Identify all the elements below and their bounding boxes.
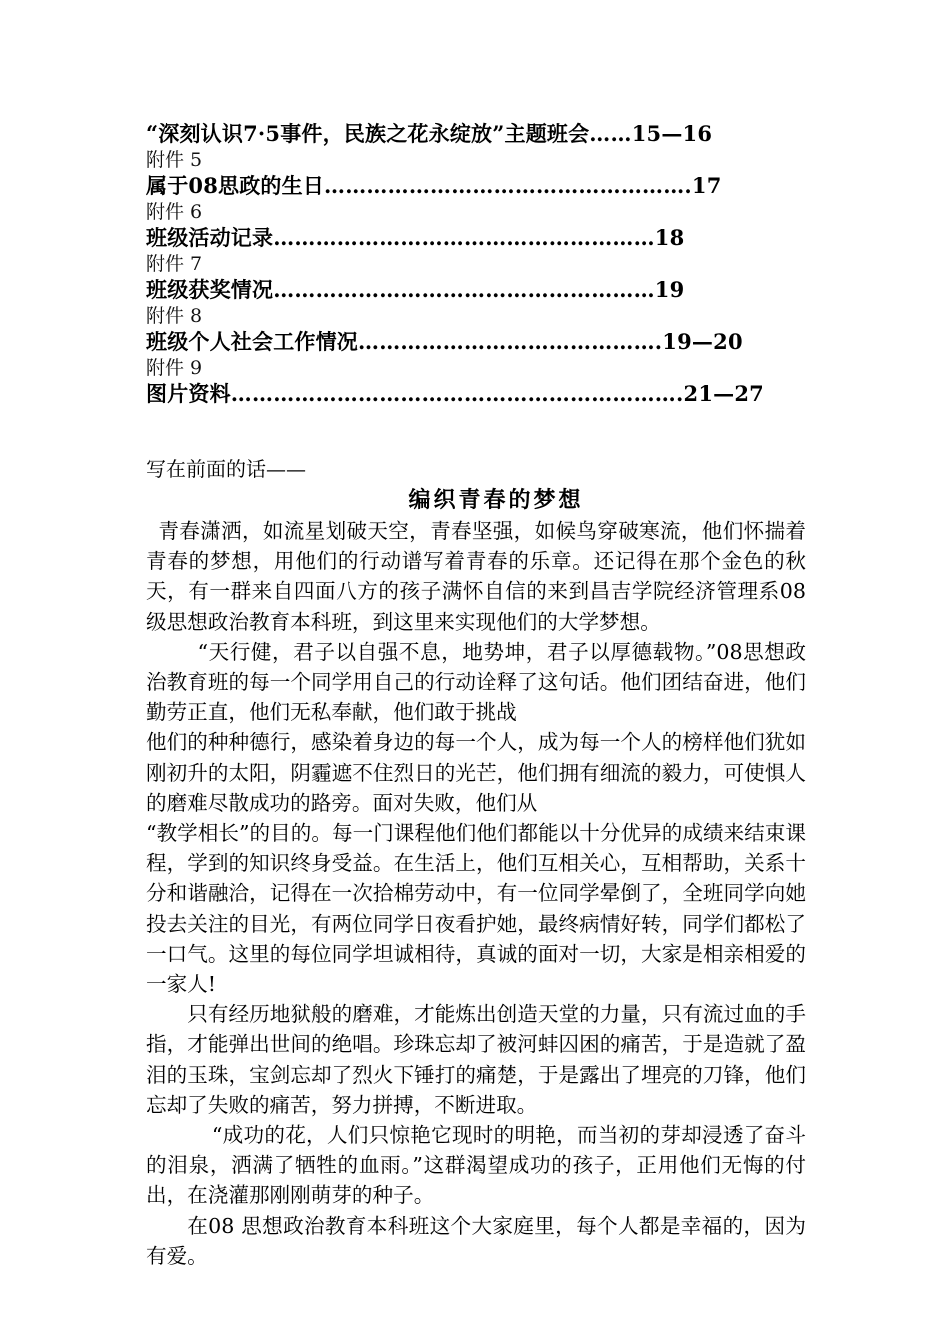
attachment-label: 附件 8 — [146, 305, 203, 327]
article-body — [146, 516, 806, 1271]
body-paragraph: 在08 思想政治教育本科班这个大家庭里，每个人都是幸福的，因为有爱。 — [146, 1213, 806, 1268]
attachment-label: 附件 6 — [146, 201, 203, 223]
toc-entry: 班级获奖情况………………………………………………19 — [146, 277, 685, 302]
toc-entry: 班级个人社会工作情况…………………………………….19—20 — [146, 329, 743, 354]
body-paragraph: “天行健，君子以自强不息，地势坤，君子以厚德载物。”08思想政治教育班的每一个同学用自己的行动诠释了这句话。他们团结奋进，他们勤劳正直，他们无私奉献，他们敢于挑战 — [146, 639, 806, 725]
body-paragraph: 只有经历地狱般的磨难，才能炼出创造天堂的力量，只有流过血的手指，才能弹出世间的绝唱。珍珠忘却了被河蚌囚困的痛苦，于是造就了盈泪的玉珠，宝剑忘却了烈火下锤打的痛楚，于是露出了埋亮的刀锋，他们忘却了失败的痛苦，努力拼搏，不断进取。 — [146, 1002, 806, 1117]
article-title: 编织青春的梦想 — [408, 487, 584, 513]
body-paragraph: 他们的种种德行，感染着身边的每一个人，成为每一个人的榜样他们犹如刚初升的太阳，阴霾遮不住烈日的光芒，他们拥有细流的毅力，可使惧人的磨难尽散成功的路旁。面对失败，他们从 — [146, 730, 806, 815]
body-paragraph: 青春潇洒，如流星划破天空，青春坚强，如候鸟穿破寒流，他们怀揣着青春的梦想，用他们的行动谱写着青春的乐章。还记得在那个金色的秋天，有一群来自四面八方的孩子满怀自信的来到昌吉学院经济管理系08级思想政治教育本科班，到这里来实现他们的大学梦想。 — [146, 519, 806, 634]
attachment-label: 附件 7 — [146, 253, 203, 275]
toc-entry: “深刻认识7·5事件，民族之花永绽放”主题班会……15—16 — [146, 121, 713, 146]
attachment-label: 附件 9 — [146, 357, 203, 379]
body-paragraph: “成功的花，人们只惊艳它现时的明艳，而当初的芽却浸透了奋斗的泪泉，洒满了牺牲的血雨。”这群渴望成功的孩子，正用他们无悔的付出，在浇灌那刚刚萌芽的种子。 — [146, 1123, 806, 1208]
body-paragraph: “教学相长”的目的。每一门课程他们他们都能以十分优异的成绩来结束课程，学到的知识终身受益。在生活上，他们互相关心，互相帮助，关系十分和谐融洽，记得在一次拾棉劳动中，有一位同学晕倒了，全班同学向她投去关注的目光，有两位同学日夜看护她，最终病情好转，同学们都松了一口气。这里的每位同学坦诚相待，真诚的面对一切，大家是相亲相爱的一家人! — [146, 821, 806, 997]
toc-entry: 图片资料……………………………………………………….21—27 — [146, 381, 764, 406]
table-of-contents — [146, 118, 806, 410]
toc-entry: 班级活动记录………………………………………………18 — [146, 225, 685, 250]
preface-heading: 写在前面的话—— — [146, 457, 306, 481]
document-page — [146, 118, 806, 1271]
attachment-label: 附件 5 — [146, 149, 203, 171]
toc-entry: 属于08思政的生日…………………………………………….17 — [146, 173, 722, 198]
